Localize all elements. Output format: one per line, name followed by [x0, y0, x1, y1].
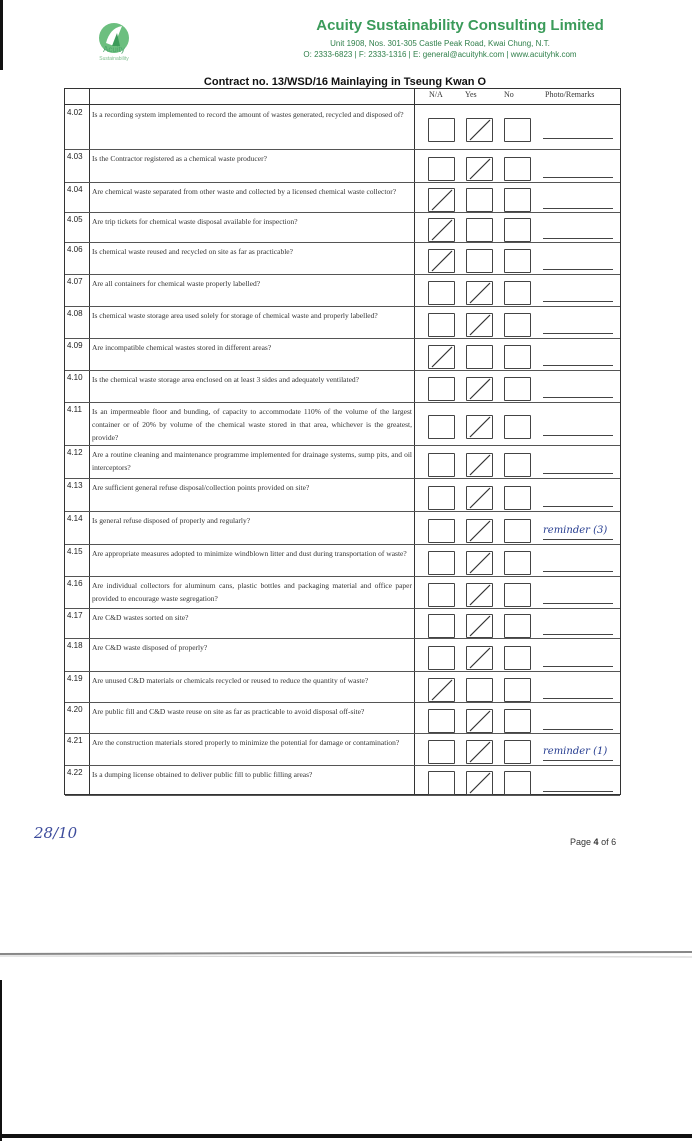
item-question: Are individual collectors for aluminum cans, plastic bottles and packaging material and office paper provided to encourage waste segregation?: [92, 581, 412, 603]
checkbox-yes[interactable]: [466, 646, 493, 670]
remark-line: [543, 791, 613, 792]
contract-title: Contract no. 13/WSD/16 Mainlaying in Tseung Kwan O: [203, 76, 487, 88]
checkbox-no[interactable]: [504, 377, 531, 401]
checkbox-na[interactable]: [428, 740, 455, 764]
table-row: [65, 213, 620, 243]
table-row: [65, 479, 620, 512]
checkbox-yes[interactable]: [466, 453, 493, 477]
remark-line: [543, 435, 613, 436]
remark-line: [543, 571, 613, 572]
checkbox-yes[interactable]: [466, 771, 493, 795]
table-row: [65, 639, 620, 672]
table-row: [65, 446, 620, 479]
item-question: Is a recording system implemented to record the amount of wastes generated, recycled and disposed of?: [92, 110, 404, 119]
item-number: 4.11: [67, 405, 82, 414]
check-mark-icon: [428, 678, 455, 702]
item-number: 4.20: [67, 705, 83, 714]
table-row: [65, 703, 620, 734]
checkbox-yes[interactable]: [466, 709, 493, 733]
remark-line: [543, 397, 613, 398]
remark-line: [543, 539, 613, 540]
remark-line: [543, 177, 613, 178]
header-no: No: [504, 90, 514, 99]
item-question: Are C&D waste disposed of properly?: [92, 643, 208, 652]
item-question: Are unused C&D materials or chemicals recycled or reused to reduce the quantity of waste?: [92, 676, 369, 685]
logo-subtitle: Sustainability: [99, 56, 129, 62]
check-mark-icon: [466, 486, 493, 510]
checkbox-na[interactable]: [428, 118, 455, 142]
item-number: 4.21: [67, 736, 83, 745]
item-question: Is a dumping license obtained to deliver public fill to public filling areas?: [92, 770, 313, 779]
header-remarks: Photo/Remarks: [545, 90, 595, 99]
checkbox-na[interactable]: [428, 453, 455, 477]
checkbox-no[interactable]: [504, 551, 531, 575]
header-na: N/A: [429, 90, 443, 99]
item-question: Are all containers for chemical waste properly labelled?: [92, 279, 261, 288]
checkbox-no[interactable]: [504, 345, 531, 369]
checkbox-no[interactable]: [504, 740, 531, 764]
checkbox-na[interactable]: [428, 486, 455, 510]
handwritten-remark: reminder (1): [543, 746, 608, 757]
table-row: [65, 672, 620, 703]
item-question: Are trip tickets for chemical waste disposal available for inspection?: [92, 217, 298, 226]
checkbox-no[interactable]: [504, 415, 531, 439]
table-row: [65, 307, 620, 339]
item-question: Is the Contractor registered as a chemical waste producer?: [92, 154, 267, 163]
item-number: 4.15: [67, 547, 83, 556]
check-mark-icon: [466, 157, 493, 181]
checkbox-yes[interactable]: [466, 377, 493, 401]
table-row: [65, 275, 620, 307]
checkbox-no[interactable]: [504, 249, 531, 273]
item-number: 4.02: [67, 108, 83, 117]
checkbox-no[interactable]: [504, 218, 531, 242]
check-mark-icon: [428, 249, 455, 273]
item-number: 4.06: [67, 245, 83, 254]
item-number: 4.09: [67, 341, 83, 350]
checkbox-no[interactable]: [504, 519, 531, 543]
table-row: [65, 766, 620, 796]
item-number: 4.14: [67, 514, 83, 523]
checkbox-na[interactable]: [428, 377, 455, 401]
check-mark-icon: [466, 519, 493, 543]
checkbox-na[interactable]: [428, 188, 455, 212]
checkbox-yes[interactable]: [466, 118, 493, 142]
item-question: Are C&D wastes sorted on site?: [92, 613, 189, 622]
checkbox-na[interactable]: [428, 646, 455, 670]
remark-line: [543, 365, 613, 366]
table-row: [65, 183, 620, 213]
checkbox-na[interactable]: [428, 345, 455, 369]
checkbox-na[interactable]: [428, 678, 455, 702]
item-number: 4.19: [67, 674, 83, 683]
table-row: [65, 545, 620, 577]
table-row: [65, 150, 620, 183]
item-number: 4.12: [67, 448, 83, 457]
check-mark-icon: [466, 118, 493, 142]
check-mark-icon: [428, 188, 455, 212]
checkbox-no[interactable]: [504, 709, 531, 733]
check-mark-icon: [466, 771, 493, 795]
checkbox-no[interactable]: [504, 771, 531, 795]
checkbox-yes[interactable]: [466, 678, 493, 702]
remark-line: [543, 729, 613, 730]
item-number: 4.22: [67, 768, 83, 777]
checkbox-no[interactable]: [504, 486, 531, 510]
item-number: 4.03: [67, 152, 83, 161]
checkbox-na[interactable]: [428, 551, 455, 575]
check-mark-icon: [466, 646, 493, 670]
checkbox-no[interactable]: [504, 313, 531, 337]
checkbox-no[interactable]: [504, 157, 531, 181]
checkbox-na[interactable]: [428, 249, 455, 273]
item-question: Is chemical waste reused and recycled on site as far as practicable?: [92, 247, 293, 256]
checkbox-no[interactable]: [504, 678, 531, 702]
checkbox-yes[interactable]: [466, 486, 493, 510]
remark-line: [543, 698, 613, 699]
check-mark-icon: [428, 218, 455, 242]
company-address: [240, 38, 640, 60]
page-of: of: [601, 837, 609, 847]
checkbox-yes[interactable]: [466, 583, 493, 607]
page-current: 4: [593, 837, 599, 847]
checkbox-na[interactable]: [428, 415, 455, 439]
handwritten-date: 28/10: [34, 824, 78, 842]
table-row: [65, 371, 620, 403]
remark-line: [543, 634, 613, 635]
checkbox-yes[interactable]: [466, 415, 493, 439]
checkbox-na[interactable]: [428, 313, 455, 337]
header-yes: Yes: [465, 90, 477, 99]
checkbox-na[interactable]: [428, 583, 455, 607]
remark-line: [543, 138, 613, 139]
checkbox-yes[interactable]: [466, 519, 493, 543]
item-number: 4.04: [67, 185, 83, 194]
remark-line: [543, 333, 613, 334]
remark-line: [543, 238, 613, 239]
address-line-1: Unit 1908, Nos. 301-305 Castle Peak Road, Kwai Chung, N.T.: [330, 39, 550, 48]
check-mark-icon: [466, 313, 493, 337]
checkbox-yes[interactable]: [466, 281, 493, 305]
checkbox-yes[interactable]: [466, 614, 493, 638]
table-row: [65, 577, 620, 609]
checkbox-no[interactable]: [504, 118, 531, 142]
header-rule: [65, 104, 620, 105]
item-number: 4.18: [67, 641, 83, 650]
check-mark-icon: [466, 281, 493, 305]
checkbox-yes[interactable]: [466, 157, 493, 181]
item-number: 4.17: [67, 611, 83, 620]
address-line-2: O: 2333-6823 | F: 2333-1316 | E: general@acuityhk.com | www.acuityhk.com: [303, 50, 577, 59]
table-row: [65, 106, 620, 150]
item-question: Are a routine cleaning and maintenance programme implemented for drainage systems, sump pits, and oil interceptors?: [92, 450, 412, 472]
check-mark-icon: [466, 614, 493, 638]
checkbox-yes[interactable]: [466, 249, 493, 273]
checkbox-no[interactable]: [504, 614, 531, 638]
remark-line: [543, 666, 613, 667]
checkbox-yes[interactable]: [466, 740, 493, 764]
check-mark-icon: [466, 740, 493, 764]
item-question: Are chemical waste separated from other waste and collected by a licensed chemical waste collector?: [92, 187, 397, 196]
item-question: Is the chemical waste storage area enclosed on at least 3 sides and adequately ventilated?: [92, 375, 359, 384]
table-row: [65, 609, 620, 639]
company-name: Acuity Sustainability Consulting Limited: [316, 17, 604, 34]
logo-name: Acuity: [103, 45, 125, 54]
table-row: [65, 403, 620, 446]
check-mark-icon: [466, 453, 493, 477]
check-mark-icon: [466, 709, 493, 733]
checkbox-na[interactable]: [428, 771, 455, 795]
checkbox-na[interactable]: [428, 519, 455, 543]
check-mark-icon: [466, 377, 493, 401]
checkbox-na[interactable]: [428, 157, 455, 181]
table-row: [65, 512, 620, 545]
page-label: Page: [570, 837, 592, 847]
item-number: 4.05: [67, 215, 83, 224]
remark-line: [543, 473, 613, 474]
item-number: 4.13: [67, 481, 83, 490]
checkbox-no[interactable]: [504, 646, 531, 670]
item-number: 4.07: [67, 277, 83, 286]
checkbox-na[interactable]: [428, 614, 455, 638]
table-row: [65, 339, 620, 371]
handwritten-remark: reminder (3): [543, 525, 608, 536]
check-mark-icon: [466, 551, 493, 575]
check-mark-icon: [466, 415, 493, 439]
table-row: [65, 734, 620, 766]
checkbox-yes[interactable]: [466, 551, 493, 575]
checkbox-yes[interactable]: [466, 345, 493, 369]
checkbox-no[interactable]: [504, 188, 531, 212]
row-rule: [65, 795, 620, 796]
checkbox-no[interactable]: [504, 453, 531, 477]
checkbox-yes[interactable]: [466, 313, 493, 337]
check-mark-icon: [466, 583, 493, 607]
acuity-logo-icon: [84, 16, 144, 72]
item-question: Is chemical waste storage area used solely for storage of chemical waste and properly labelled?: [92, 311, 378, 320]
checkbox-no[interactable]: [504, 281, 531, 305]
item-question: Are incompatible chemical wastes stored in different areas?: [92, 343, 272, 352]
item-question: Are public fill and C&D waste reuse on site as far as practicable to avoid disposal off-site?: [92, 707, 365, 716]
item-question: Are appropriate measures adopted to minimize windblown litter and dust during transportation of waste?: [92, 549, 407, 558]
remark-line: [543, 506, 613, 507]
check-mark-icon: [428, 345, 455, 369]
item-number: 4.10: [67, 373, 83, 382]
remark-line: [543, 301, 613, 302]
checklist-table: [64, 88, 621, 795]
page-fold-line: [0, 948, 692, 964]
item-question: Are sufficient general refuse disposal/collection points provided on site?: [92, 483, 310, 492]
checkbox-na[interactable]: [428, 709, 455, 733]
checkbox-yes[interactable]: [466, 218, 493, 242]
item-number: 4.16: [67, 579, 83, 588]
item-question: Is an impermeable floor and bunding, of capacity to accommodate 110% of the volume of the largest container or of 20% by volume of the chemical waste stored in that area, whichever is the greatest, provide?: [92, 407, 412, 442]
checkbox-yes[interactable]: [466, 188, 493, 212]
checkbox-no[interactable]: [504, 583, 531, 607]
item-question: Is general refuse disposed of properly and regularly?: [92, 516, 251, 525]
remark-line: [543, 208, 613, 209]
remark-line: [543, 603, 613, 604]
checkbox-na[interactable]: [428, 281, 455, 305]
page-number: [570, 837, 616, 847]
item-number: 4.08: [67, 309, 83, 318]
remark-line: [543, 269, 613, 270]
remark-line: [543, 760, 613, 761]
item-question: Are the construction materials stored properly to minimize the potential for damage or contamination?: [92, 738, 400, 747]
page-total: 6: [611, 837, 617, 847]
checkbox-na[interactable]: [428, 218, 455, 242]
table-row: [65, 243, 620, 275]
